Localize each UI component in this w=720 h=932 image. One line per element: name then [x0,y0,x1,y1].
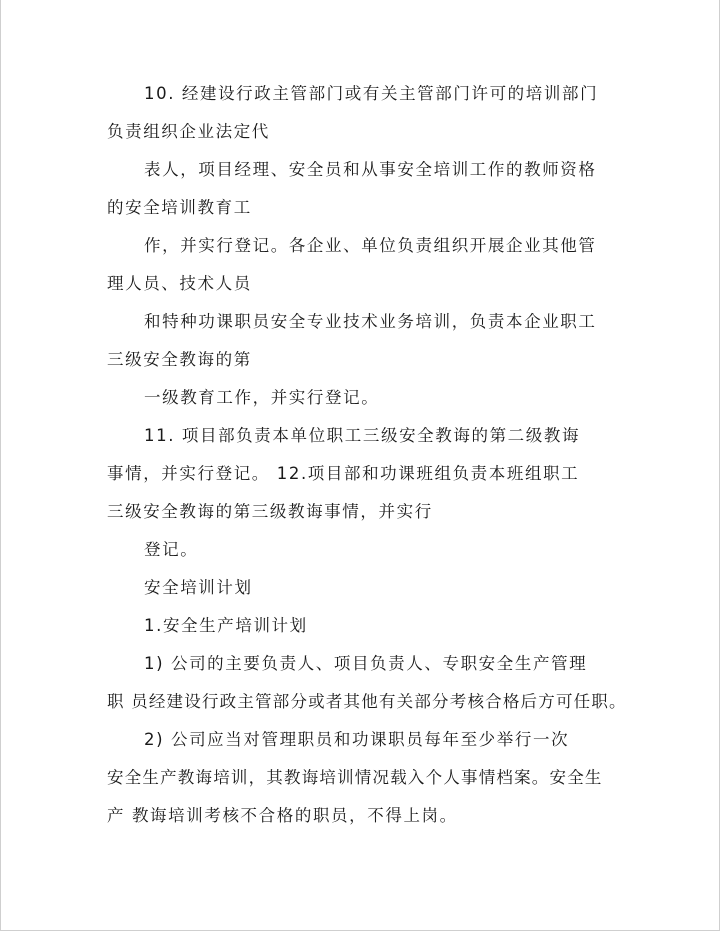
text-line: 三级安全教诲的第三级教诲事情，并实行 [107,502,433,521]
text-line: 登记。 [144,540,199,559]
section-heading: 安全培训计划 [144,578,253,597]
text-line: 11. 项目部负责本单位职工三级安全教诲的第二级教诲 [144,426,581,445]
text-line: 负责组织企业法定代 [107,122,270,141]
text-line: 一级教育工作，并实行登记。 [144,388,380,407]
text-line: 和特种功课职员安全专业技术业务培训，负责本企业职工 [144,312,597,331]
text-line: 理人员、技术人员 [107,274,252,293]
text-line: 2) 公司应当对管理职员和功课职员每年至少举行一次 [144,730,570,749]
text-line: 产 教诲培训考核不合格的职员，不得上岗。 [107,806,458,825]
subsection-heading: 1.安全生产培训计划 [144,616,308,635]
text-line: 事情，并实行登记。 12.项目部和功课班组负责本班组职工 [107,464,580,483]
text-line: 表人，项目经理、安全员和从事安全培训工作的教师资格 [144,160,597,179]
text-line: 职 员经建设行政主管部分或者其他有关部分考核合格后方可任职。 [107,692,627,711]
text-line: 安全生产教诲培训，其教诲培训情况载入个人事情档案。安全生 [107,768,603,787]
text-line: 三级安全教诲的第 [107,350,252,369]
text-line: 10. 经建设行政主管部门或有关主管部门许可的培训部门 [144,84,599,103]
text-line: 的安全培训教育工 [107,198,252,217]
text-line: 作，并实行登记。各企业、单位负责组织开展企业其他管 [144,236,597,255]
text-line: 1) 公司的主要负责人、项目负责人、专职安全生产管理 [144,654,588,673]
